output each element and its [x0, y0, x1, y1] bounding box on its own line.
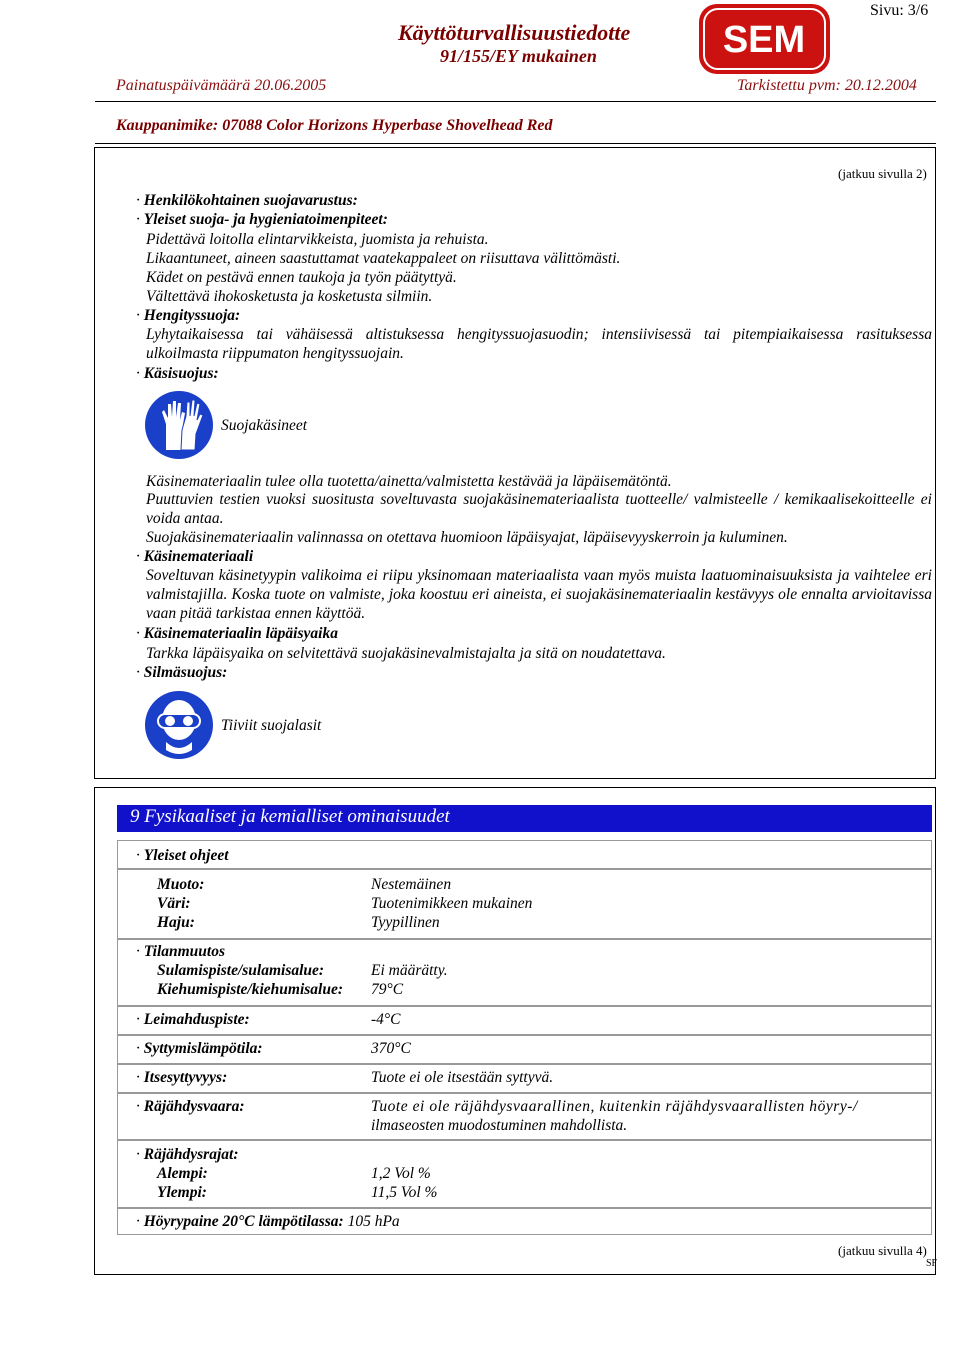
lower-label: Alempi:: [157, 1165, 208, 1182]
logo-text: SEM: [722, 19, 806, 61]
eye-protection-heading: · Silmäsuojus:: [136, 664, 228, 681]
odor-label: Haju:: [157, 914, 195, 931]
penetration-heading: · Käsinemateriaalin läpäisyaika: [136, 625, 338, 642]
form-label: Muoto:: [157, 876, 205, 893]
boiling-label: Kiehumispiste/kiehumisalue:: [157, 981, 344, 998]
upper-label: Ylempi:: [157, 1184, 207, 1201]
upper-value: 11,5 Vol %: [371, 1184, 438, 1201]
color-value: Tuotenimikkeen mukainen: [371, 895, 533, 912]
glove-material-heading: · Käsinemateriaali: [136, 548, 254, 565]
general-measures-heading: · Yleiset suoja- ja hygieniatoimenpiteet:: [136, 211, 388, 228]
gloves-icon: [144, 390, 214, 460]
lower-value: 1,2 Vol %: [371, 1165, 431, 1182]
limits-panel: [117, 1140, 932, 1208]
section9-title: 9 Fysikaaliset ja kemialliset ominaisuudet: [130, 806, 450, 827]
vapor-value: 105 hPa: [347, 1213, 400, 1230]
state-heading: · Tilanmuutos: [136, 943, 226, 960]
respiratory-text: Lyhytaikaisessa tai vähäisessä altistuksessa hengityssuojasuodin; intensiivisessä tai pitempiaikaisessa rasituksessa ulkoilmasta riippumaton hengityssuojain.: [146, 326, 932, 362]
continues-note: (jatkuu sivulla 4): [838, 1243, 927, 1258]
explosion-value-2: ilmaseosten muodostuminen mahdollista.: [371, 1117, 628, 1134]
goggles-caption: Tiiviit suojalasit: [221, 717, 322, 734]
document-subtitle: 91/155/EY mukainen: [440, 46, 597, 66]
language-code: SF: [926, 1258, 938, 1269]
general-info-heading: · Yleiset ohjeet: [136, 847, 229, 864]
header-divider: [95, 101, 936, 102]
general-line: Pidettävä loitolla elintarvikkeista, juomista ja rehuista.: [146, 231, 489, 248]
limits-heading: · Räjähdysrajat:: [136, 1146, 239, 1163]
glove-material-text: Soveltuvan käsinetyypin valikoima ei riipu yksinomaan materiaalista vaan myös muista laatuominaisuuksista ja vaihtelee eri valmistajilla. Koska tuote on valmiste, joka koostuu eri aineista, ei suojakäsinemateriaalin kestävyys ole ennalta arvioitavissa vaan pitää tarkistaa ennen käyttöä.: [146, 567, 932, 622]
page-number: Sivu: 3/6: [870, 2, 929, 19]
trade-name: Kauppanimike: 07088 Color Horizons Hyperbase Shovelhead Red: [116, 117, 553, 134]
penetration-text: Tarkka läpäisyaika on selvitettävä suojakäsinevalmistajalta ja sitä on noudatettava.: [146, 645, 666, 662]
continued-note: (jatkuu sivulla 2): [838, 166, 927, 181]
flash-label: · Leimahduspiste:: [136, 1011, 250, 1028]
general-line: Kädet on pestävä ennen taukoja ja työn päätyttyä.: [146, 269, 457, 286]
hand-line-3: Suojakäsinemateriaalin valinnassa on otettava huomioon läpäisyajat, läpäisevyyskerroin ja kuluminen.: [146, 529, 788, 546]
explosion-label: · Räjähdysvaara:: [136, 1098, 245, 1115]
form-value: Nestemäinen: [371, 876, 452, 893]
explosion-value-1: Tuote ei ole räjähdysvaarallinen, kuitenkin räjähdysvaarallisten höyry-/: [371, 1098, 858, 1115]
gloves-caption: Suojakäsineet: [221, 417, 308, 434]
general-line: Likaantuneet, aineen saastuttamat vaatekappaleet on riisuttava välittömästi.: [146, 250, 621, 267]
boiling-value: 79°C: [371, 981, 404, 998]
goggles-icon: [144, 690, 214, 760]
ignition-value: 370°C: [371, 1040, 411, 1057]
document-title: Käyttöturvallisuustiedotte: [398, 20, 631, 45]
personal-protection-heading: · Henkilökohtainen suojavarustus:: [136, 192, 358, 209]
revision-date: Tarkistettu pvm: 20.12.2004: [737, 77, 917, 94]
vapor-label: · Höyrypaine 20°C lämpötilassa: 105 hPa: [136, 1213, 400, 1230]
flash-value: -4°C: [371, 1011, 401, 1028]
hand-line-2: Puuttuvien testien vuoksi suositusta soveltuvasta suojakäsinemateriaalista tuotteelle/ valmisteelle / kemikaalisekoitteelle ei voida antaa.: [146, 491, 932, 527]
general-panel: [117, 840, 932, 869]
color-label: Väri:: [157, 895, 191, 912]
ignition-label: · Syttymislämpötila:: [136, 1040, 263, 1057]
hand-line-1: Käsinemateriaalin tulee olla tuotetta/ainetta/valmistetta kestävää ja läpäisemätöntä.: [146, 473, 672, 490]
hand-protection-heading: · Käsisuojus:: [136, 365, 219, 382]
print-date: Painatuspäivämäärä 20.06.2005: [116, 77, 327, 94]
melting-value: Ei määrätty.: [371, 962, 448, 979]
header-divider-2: [95, 143, 936, 144]
selfign-value: Tuote ei ole itsestään syttyvä.: [371, 1069, 554, 1086]
general-line: Vältettävä ihokosketusta ja kosketusta silmiin.: [146, 288, 433, 305]
respiratory-heading: · Hengityssuoja:: [136, 307, 241, 324]
selfign-label: · Itsesyttyvyys:: [136, 1069, 228, 1086]
melting-label: Sulamispiste/sulamisalue:: [157, 962, 325, 979]
odor-value: Tyypillinen: [371, 914, 440, 931]
sem-logo: [698, 2, 831, 76]
